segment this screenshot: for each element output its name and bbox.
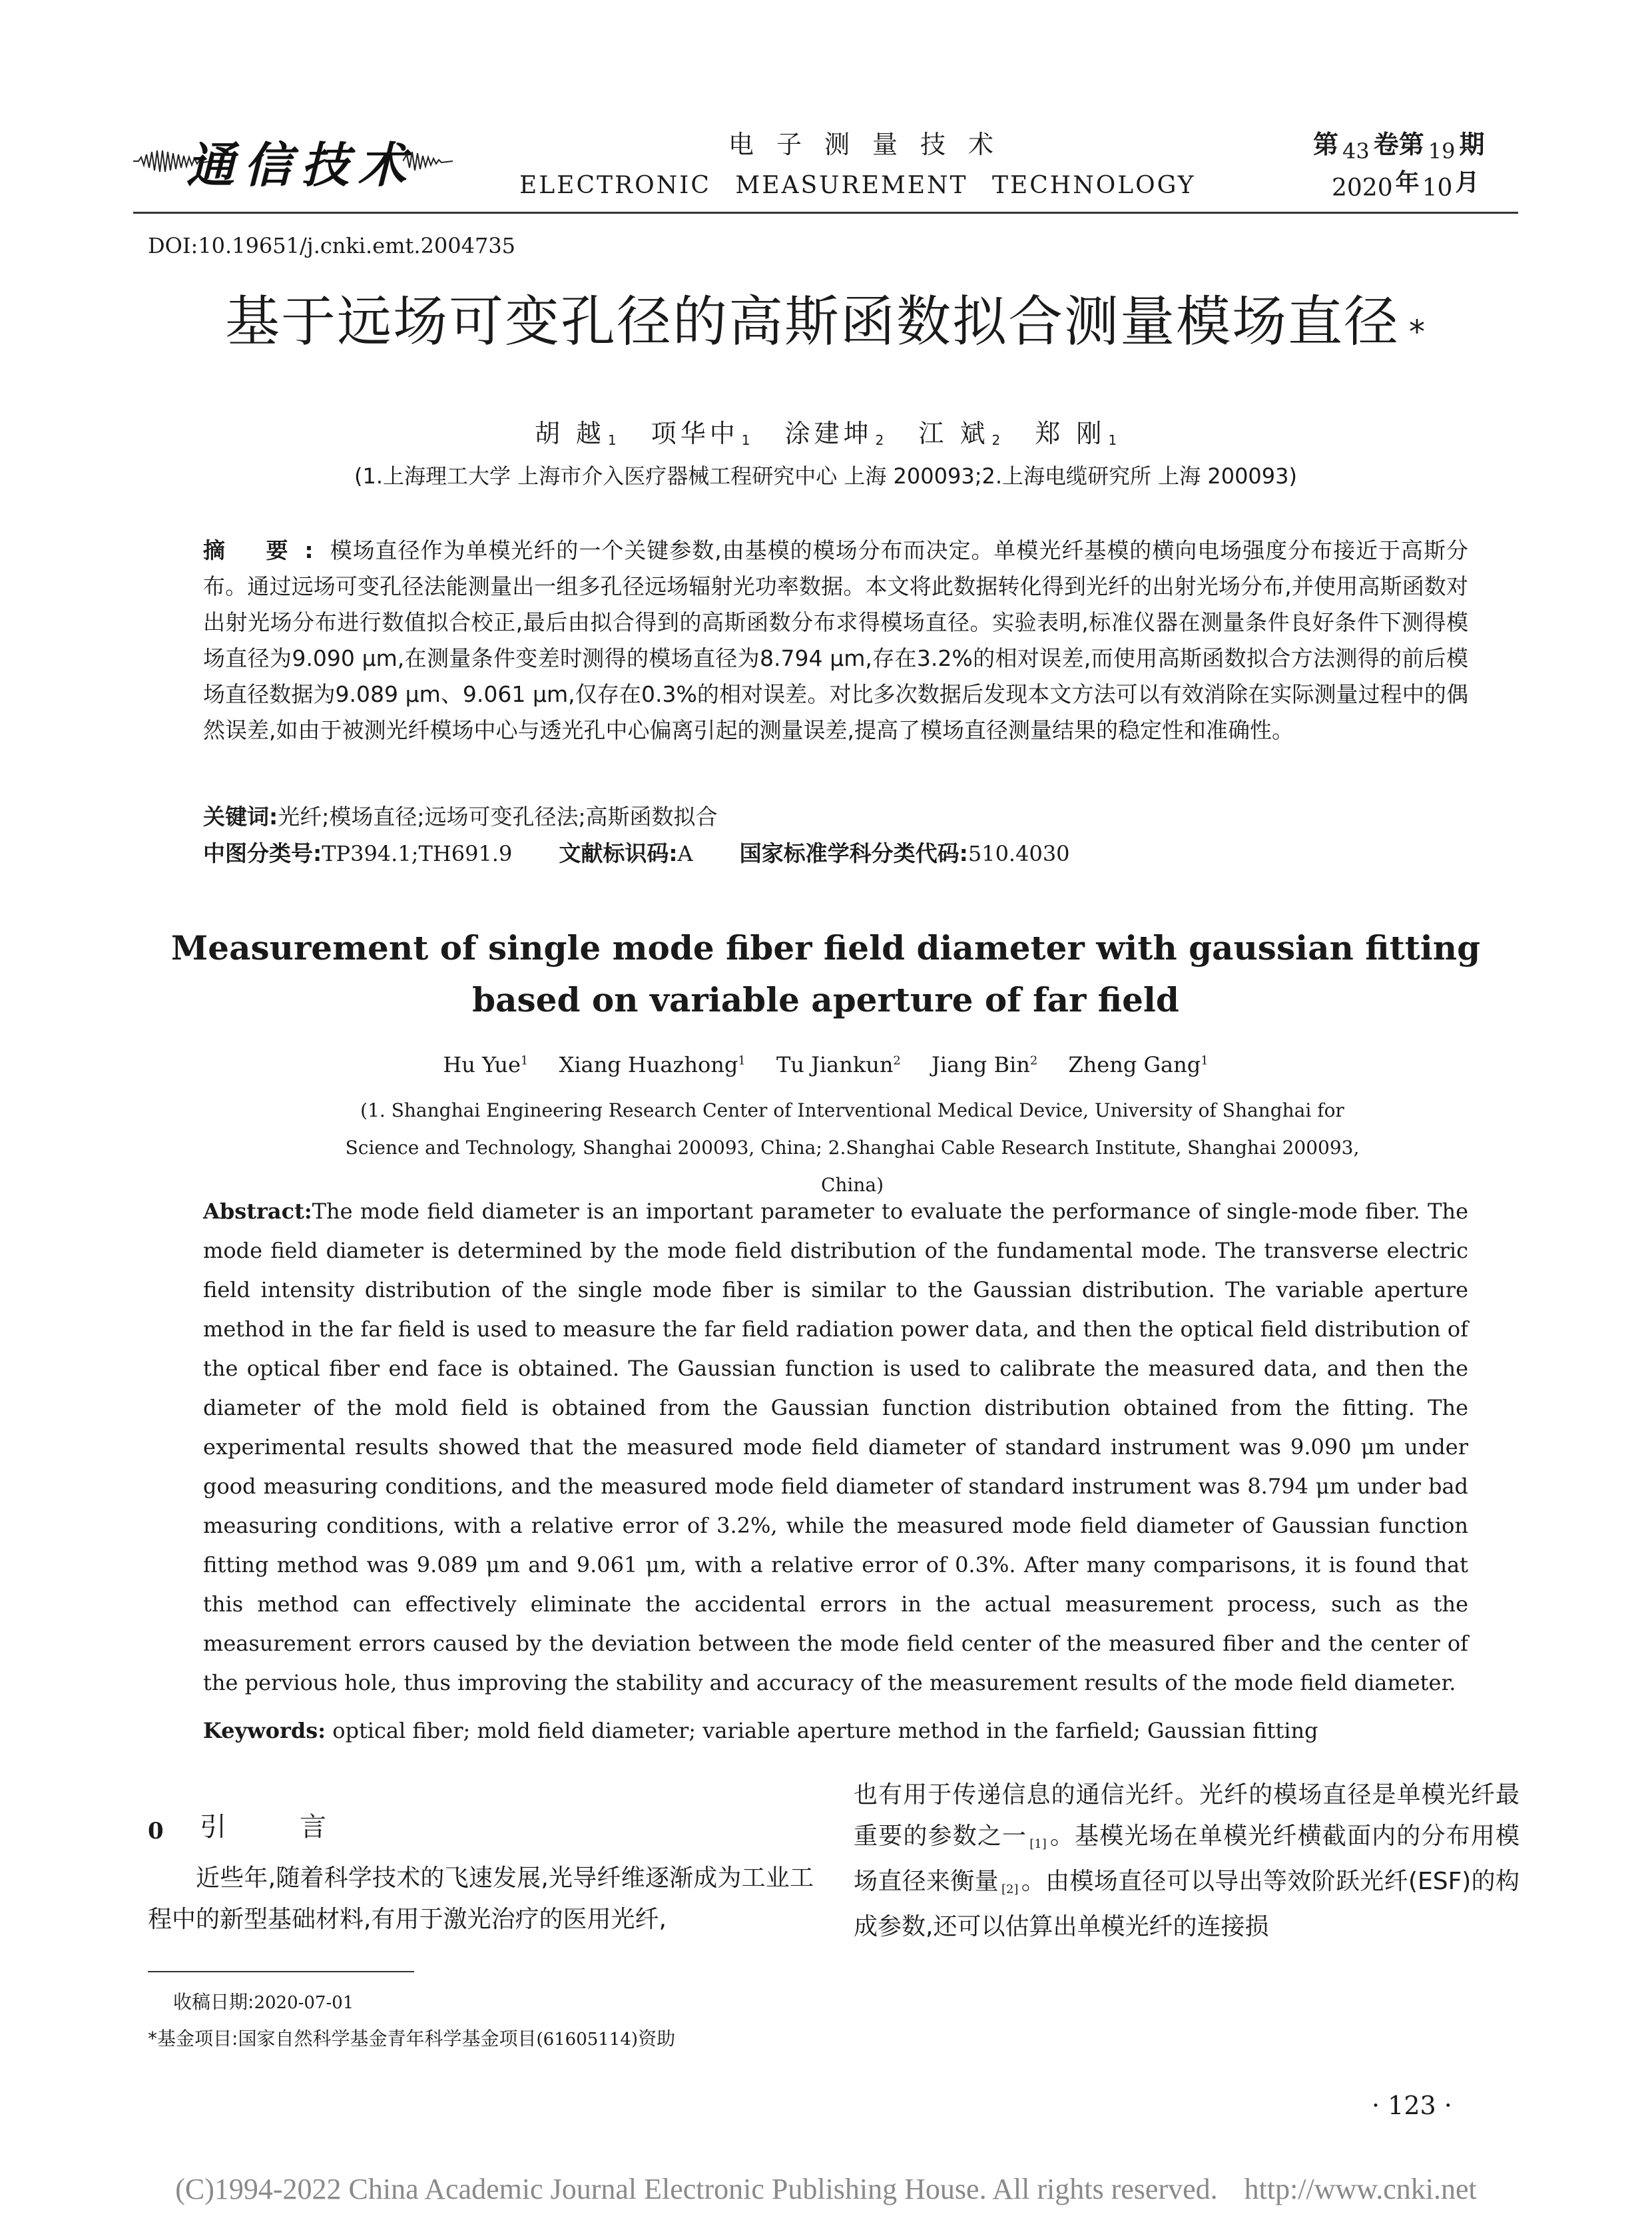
footnote-divider — [148, 1971, 414, 1972]
keywords-text-cn: 光纤;模场直径;远场可变孔径法;高斯函数拟合 — [278, 804, 718, 830]
author-en: Xiang Huazhong$^1$ — [559, 1052, 746, 1077]
doc-code-value: A — [677, 841, 693, 866]
author-cn: 项华中 $^1$ — [651, 419, 750, 448]
copyright-text: (C)1994-2022 China Academic Journal Electronic Publishing House. All rights reserved. — [175, 2173, 1218, 2205]
journal-name-cn: 电子测量技术 — [728, 130, 1016, 159]
abstract-label-en: Abstract: — [203, 1199, 312, 1224]
paper-title-en: Measurement of single mode fiber field diameter with gaussian fitting based on variable aperture of far field — [170, 928, 1481, 1019]
keywords-label-en: Keywords: — [203, 1718, 326, 1743]
body-column-right — [854, 1775, 1519, 1948]
volume-suffix: 卷第 — [1373, 130, 1424, 159]
citation-link[interactable]: [1] — [1029, 1837, 1047, 1851]
journal-name-en: ELECTRONIC MEASUREMENT TECHNOLOGY — [519, 172, 1196, 199]
affiliation-en: (1. Shanghai Engineering Research Center of Interventional Medical Device, University of Shanghai for Science and Technology, Shanghai 200093, China; 2.Shanghai Cable Research Institute, Shanghai 200093, China) — [345, 1099, 1360, 1196]
clc-label: 中图分类号: — [203, 840, 322, 866]
issue-info — [1313, 124, 1485, 164]
section-title: 引言 — [200, 1812, 400, 1842]
paper-title-cn — [133, 278, 1518, 356]
funding-mark: * — [148, 2028, 157, 2050]
body-column-left: 近些年,随着科学技术的飞速发展,光导纤维逐渐成为工业工程中的新型基础材料,有用于激光治疗的医用光纤, — [148, 1864, 814, 1933]
body-text: 。由模场直径可以导出等效阶跃光纤(ESF)的构成参数,还可以估算出单模光纤的连接损 — [854, 1868, 1519, 1940]
keywords-text-en: optical fiber; mold field diameter; variable aperture method in the farfield; Gaussian fitting — [332, 1718, 1318, 1743]
journal-logo — [133, 121, 453, 194]
author-cn: 江 斌 $^2$ — [918, 419, 1001, 448]
author-cn: 涂建坤 $^2$ — [784, 419, 884, 448]
issue-date — [1332, 169, 1482, 203]
funding-code: (61605114) — [536, 2030, 639, 2050]
funding-text: 国家自然科学基金青年科学基金项目 — [238, 2028, 537, 2050]
keywords-en — [203, 1718, 1468, 1743]
std-code-label: 国家标准学科分类代码: — [739, 840, 968, 866]
copyright-url[interactable]: http://www.cnki.net — [1244, 2173, 1477, 2205]
affiliation-cn: (1.上海理工大学 上海市介入医疗器械工程研究中心 上海 200093;2.上海电缆研究所 上海 200093) — [354, 463, 1297, 489]
month-char: 月 — [1455, 169, 1480, 196]
abstract-text-cn: 模场直径作为单模光纤的一个关键参数,由基模的模场分布而决定。单模光纤基模的横向电场强度分布接近于高斯分布。通过远场可变孔径法能测量出一组多孔径远场辐射光功率数据。本文将此数据转化得到光纤的出射光场分布,并使用高斯函数对出射光场分布进行数值拟合校正,最后由拟合得到的高斯函数分布求得模场直径。实验表明,标准仪器在测量条件良好条件下测得模场直径为9.090 μm,在测量条件变差时测得的模场直径为8.794 μm,存在3.2%的相对误差,而使用高斯函数拟合方法测得的前后模场直径数据为9.089 μm、9.061 μm,仅存在0.3%的相对误差。对比多次数据后发现本文方法可以有效消除在实际测量过程中的偶然误差,如由于被测光纤模场中心与透光孔中心偏离引起的测量误差,提高了模场直径测量结果的稳定性和准确性。 — [203, 537, 1468, 743]
issue-suffix: 期 — [1459, 130, 1485, 159]
page-number: · 123 · — [1372, 2091, 1452, 2120]
std-code-value: 510.4030 — [967, 841, 1070, 866]
doi[interactable]: DOI:10.19651/j.cnki.emt.2004735 — [148, 233, 516, 258]
classification-line — [203, 836, 1468, 872]
author-en: Hu Yue$^1$ — [443, 1052, 529, 1077]
author-en: Jiang Bin$^2$ — [932, 1052, 1038, 1077]
keywords-cn — [203, 799, 1468, 835]
year: 2020 — [1332, 174, 1393, 202]
issue-number: 19 — [1428, 139, 1456, 164]
received-label: 收稿日期: — [173, 1991, 254, 2013]
month: 10 — [1422, 174, 1453, 202]
logo-text: 通信技术 — [186, 137, 416, 193]
author-cn: 郑 刚 $^1$ — [1035, 419, 1117, 448]
body-text: 。基模光场在单模光纤横截面内的分布用模场直径来衡量 — [854, 1822, 1519, 1895]
footnote-funding — [148, 2024, 675, 2051]
abstract-label-cn: 摘 要: — [203, 537, 330, 563]
year-char: 年 — [1395, 169, 1420, 196]
doc-code-label: 文献标识码: — [559, 840, 678, 866]
author-cn: 胡 越 $^1$ — [534, 419, 617, 448]
volume-number: 43 — [1342, 139, 1370, 164]
author-list-en — [133, 1052, 1518, 1077]
author-list-cn — [133, 413, 1518, 449]
body-text: 也有用于传递信息的通信光纤。光纤的模场直径是单模光纤最重要的参数之一 — [854, 1781, 1519, 1850]
title-text: 基于远场可变孔径的高斯函数拟合测量模场直径 — [224, 290, 1400, 354]
header-divider — [133, 212, 1518, 214]
abstract-cn — [203, 533, 1468, 748]
abstract-en — [203, 1192, 1468, 1703]
clc-value: TP394.1;TH691.9 — [322, 841, 513, 866]
funding-label: 基金项目: — [157, 2028, 238, 2050]
volume-prefix: 第 — [1313, 130, 1339, 159]
funding-suffix: 资助 — [638, 2028, 676, 2050]
author-en: Tu Jiankun$^2$ — [776, 1052, 901, 1077]
copyright-watermark — [0, 2172, 1652, 2206]
received-date: 2020-07-01 — [254, 1993, 354, 2013]
keywords-label-cn: 关键词: — [203, 804, 278, 830]
footnote-received — [173, 1988, 354, 2014]
section-number: 0 — [148, 1818, 164, 1844]
citation-link[interactable]: [2] — [1001, 1882, 1019, 1896]
title-footnote-mark: * — [1409, 314, 1426, 351]
signal-wave-right-icon — [403, 148, 453, 174]
abstract-text-en: The mode field diameter is an important parameter to evaluate the performance of single-mode fiber. The mode field diameter is determined by the mode field distribution of the fundamental mode. The transverse electric field intensity distribution of the single mode fiber is similar to the Gaussian distribution. The variable aperture method in the far field is used to measure the far field radiation power data, and then the optical field distribution of the optical fiber end face is obtained. The Gaussian function is used to calibrate the measured data, and then the diameter of the mold field is obtained from the Gaussian function distribution obtained from the fitting. The experimental results showed that the measured mode field diameter of standard instrument was 9.090 μm under good measuring conditions, and the measured mode field diameter of standard instrument was 8.794 μm under bad measuring conditions, with a relative error of 3.2%, while the measured mode field diameter of Gaussian function fitting method was 9.089 μm and 9.061 μm, with a relative error of 0.3%. After many comparisons, it is found that this method can effectively eliminate the accidental errors in the actual measurement process, such as the measurement errors caused by the deviation between the mode field center of the measured fiber and the center of the pervious hole, thus improving the stability and accuracy of the measurement results of the mode field diameter. — [203, 1199, 1468, 1695]
author-en: Zheng Gang$^1$ — [1068, 1052, 1209, 1077]
